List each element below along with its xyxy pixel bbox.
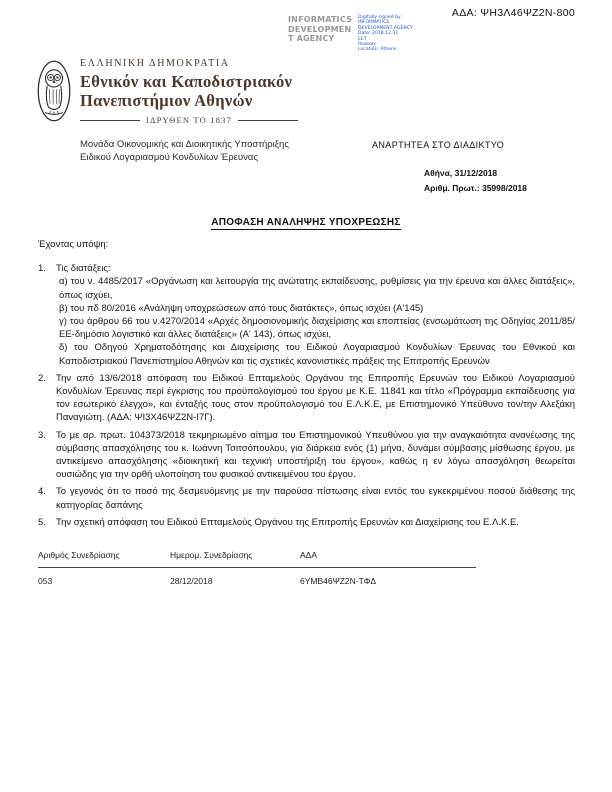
- department-unit: [80, 138, 298, 164]
- intro-line: Έχοντας υπόψη:: [38, 239, 109, 250]
- sub-item-d: δ) του Οδηγού Χρηματοδότησης και Διαχείρισης του Ειδικού Λογαριασμού Κονδυλίων Έρευνας του Εθνικού και Καποδιστριακού Πανεπιστημίου Αθηνών και τις σχετικές κανονιστικές πράξεις της Επιτροπής Ερευνών: [59, 342, 575, 367]
- table-header-session-number: Αριθμός Συνεδρίασης: [38, 550, 120, 561]
- decision-item-3: [38, 429, 575, 482]
- signature-detail-line: Reason:: [358, 42, 377, 48]
- signature-detail-line: DEVELOPMENT AGENCY: [358, 25, 413, 31]
- department-line1: Μονάδα Οικονομικής και Διοικητικής Υποστήριξης: [80, 139, 289, 150]
- university-name-line2: Πανεπιστήμιον Αθηνών: [80, 91, 253, 110]
- signature-agency-line: T AGENCY: [288, 34, 335, 43]
- table-header-session-date: Ημερομ. Συνεδρίασης: [170, 550, 253, 561]
- item-text: Την από 13/6/2018 απόφαση του Ειδικού Επταμελούς Οργάνου της Επιτροπής Ερευνών του Ειδικού Λογαριασμού Κονδυλίων Έρευνας περί έγκρισης του προϋπολογισμού του έργου με Κ.Ε. 11841 και τίτλο «Πρόγραμμα εκπαίδευσης για τον εσωτερικό έλεγχο», και ένταξής τους στον προϋπολογισμό του Ε.Λ.Κ.Ε, με Επιστημονικό Υπεύθυνο τον/την Αλεξάκη Παναγιώτη. (ΑΔΑ: ΨΙ3Χ46ΨΖ2Ν-Ι7Γ).: [56, 372, 575, 424]
- item-number: 4.: [38, 486, 46, 498]
- signature-agency-line: DEVELOPMEN: [288, 24, 352, 34]
- signature-detail-line: Date: 2018.12.31: [358, 31, 399, 37]
- signature-detail-line: Location: Athens: [358, 47, 397, 53]
- document-title: ΑΠΟΦΑΣΗ ΑΝΑΛΗΨΗΣ ΥΠΟΧΡΕΩΣΗΣ: [211, 217, 401, 228]
- document-body: [38, 238, 575, 588]
- university-logo-owl-icon: [36, 56, 72, 126]
- city-date: Αθήνα, 31/12/2018: [424, 168, 498, 178]
- founded-rule-right: [238, 120, 298, 121]
- letterhead: [36, 56, 298, 164]
- protocol-number: Αριθμ. Πρωτ.: 35998/2018: [424, 183, 527, 193]
- sessions-table-value-row: [38, 568, 476, 588]
- sessions-table-header-row: [38, 549, 476, 568]
- posting-notice: ΑΝΑΡΤΗΤΕΑ ΣΤΟ ΔΙΑΔΙΚΤΥΟ: [372, 140, 505, 150]
- ada-number-top: ΑΔΑ: ΨΗ3Λ46ΨΖ2Ν-800: [451, 7, 575, 19]
- decision-item-1: [38, 262, 575, 368]
- department-line2: Ειδικού Λογαριασμού Κονδυλίων Έρευνας: [80, 152, 258, 163]
- item-number: 1.: [38, 263, 46, 275]
- signature-detail-line: Digitally signed by: [358, 15, 401, 20]
- item-text: Το με αρ. πρωτ. 104373/2018 τεκμηριωμένο αίτημα του Επιστημονικού Υπευθύνου για την αναγκαιότητα ανανέωσης της σύμβασης απασχόλησης του κ. Ιωάννη Τσιτσόπουλου, για διάρκεια ενός (1) μήνα, δυνάμει σύμβασης μίσθωσης έργου, με αντικείμενο απασχόλησης «διοικητική και τεχνική υποστήριξη του έργου», καθώς η εν λόγω απασχόληση θεωρείται ουσιώδης για την ορθή υλοποίηση του φυσικού αντικειμένου του έργου.: [56, 429, 575, 481]
- founded-text: ΙΔΡΥΘΕΝ ΤΟ 1837: [145, 115, 233, 125]
- decision-item-2: [38, 372, 575, 425]
- title-wrap: [0, 212, 612, 230]
- table-cell-session-date: 28/12/2018: [170, 576, 213, 587]
- item-head: Τις διατάξεις:: [56, 263, 111, 275]
- sub-item-a: α) του ν. 4485/2017 «Οργάνωση και λειτουργία της ανώτατης εκπαίδευσης, ρυθμίσεις για την έρευνα και άλλες διατάξεις», όπως ισχύει,: [59, 276, 575, 301]
- signature-detail-line: INFORMATICS: [358, 20, 390, 26]
- table-header-ada: ΑΔΑ: [300, 550, 318, 561]
- table-cell-ada: 6ΥΜΒ46ΨΖ2Ν-ΤΦΔ: [300, 576, 377, 587]
- decision-item-4: [38, 485, 575, 511]
- sub-item-c: γ) του άρθρου 66 του ν.4270/2014 «Αρχές δημοσιονομικής διαχείρισης και εποπτείας (ενσωμάτωση της Οδηγίας 2011/85/ΕΕ-δημόσιο λογιστικό και άλλες διατάξεις» (Α' 143), όπως ισχύει,: [59, 316, 575, 341]
- decision-item-5: [38, 516, 575, 529]
- republic-heading: ΕΛΛΗΝΙΚΗ ΔΗΜΟΚΡΑΤΙΑ: [80, 58, 230, 69]
- item-number: 5.: [38, 516, 46, 528]
- signature-details: [358, 15, 413, 53]
- sub-item-b: β) του πδ 80/2016 «Ανάληψη υποχρεώσεων από τους διατάκτες», όπως ισχύει (Α'145): [59, 302, 424, 314]
- item-number: 3.: [38, 429, 46, 441]
- signature-agency-line: INFORMATICS: [288, 15, 353, 24]
- sessions-table: [38, 549, 476, 588]
- founded-line: [80, 115, 298, 125]
- date-protocol-block: [424, 166, 527, 196]
- table-cell-session-number: 053: [38, 576, 53, 587]
- item-number: 2.: [38, 372, 46, 384]
- founded-rule-left: [80, 120, 140, 121]
- digital-signature-stamp: [288, 15, 413, 53]
- item-text: [56, 262, 575, 368]
- item-text: Το γεγονός ότι το ποσό της δεσμευόμενης με την παρούσα πίστωσης είναι εντός του εγκεκριμένου ποσού διάθεσης της κατηγορίας δαπάνης: [56, 486, 575, 511]
- signature-agency-name: [288, 15, 352, 53]
- signature-detail-line: EET: [358, 36, 367, 42]
- university-name-line1: Εθνικόν και Καποδιστριακόν: [80, 72, 293, 91]
- item-text: Την σχετική απόφαση του Ειδικού Επταμελούς Οργάνου της Επιτροπής Ερευνών και Διαχείρισης του Ε.Λ.Κ.Ε.: [56, 516, 519, 528]
